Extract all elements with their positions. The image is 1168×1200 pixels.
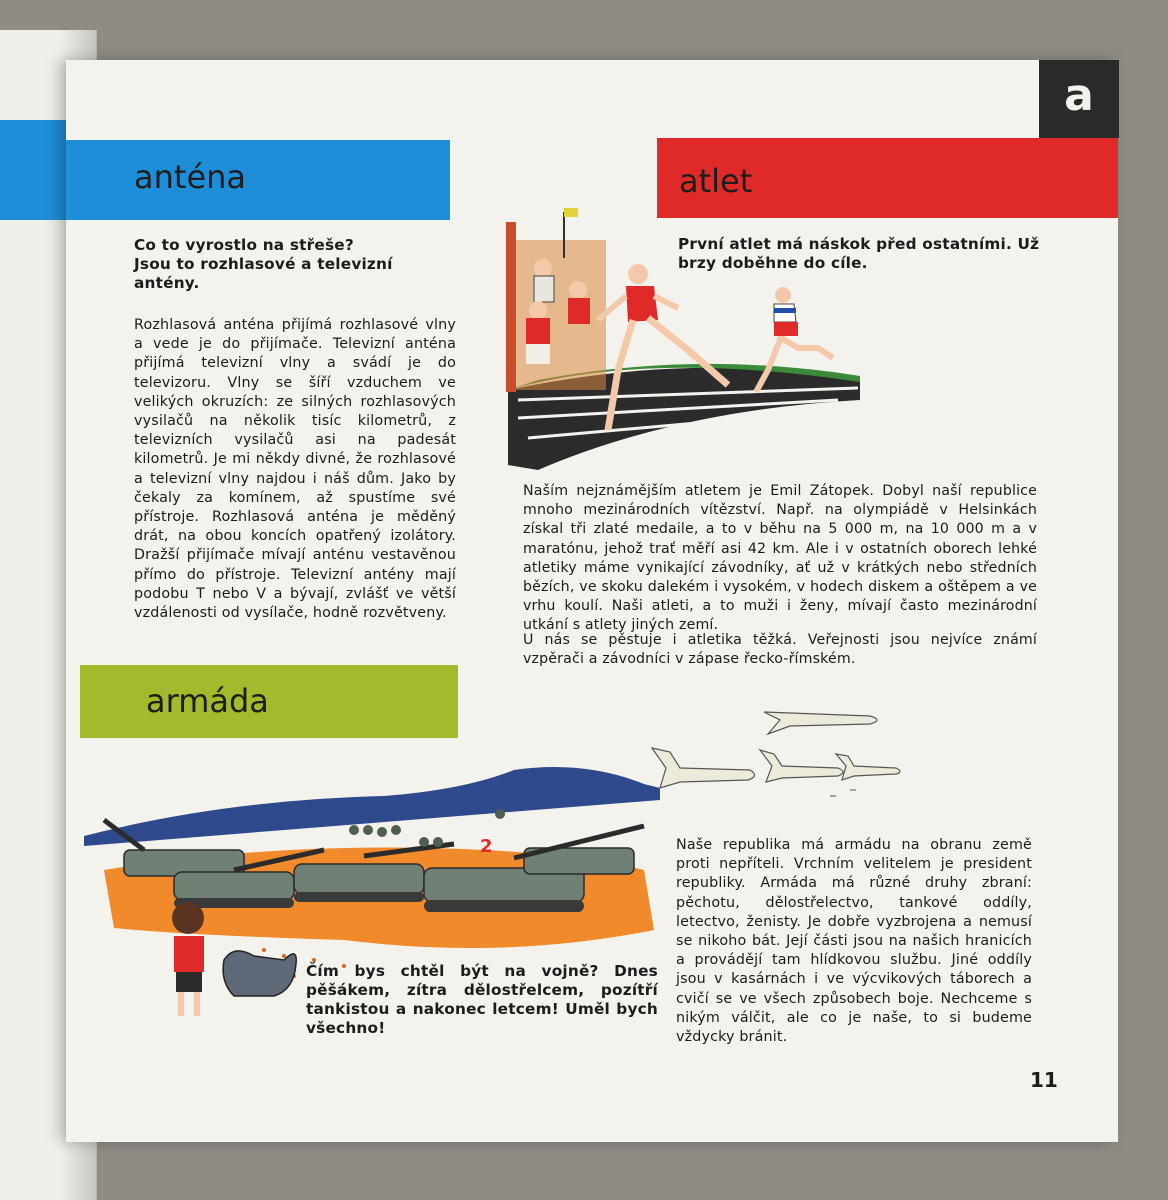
atlet-body-2: U nás se pěstuje i atletika těžká. Veřejnosti jsou nejvíce známí vzpěrači a závodníci v zápase řecko-římském.	[523, 632, 1037, 668]
athletes-running-icon	[498, 200, 870, 480]
antena-heading-bar	[66, 140, 450, 220]
atlet-body-1: Naším nejznámějším atletem je Emil Zátopek. Dobyl naší republice mnoho mezinárodních vítězství. Např. na olympiádě v Helsinkách získal tři zlaté medaile, a to v běhu na 5 000 m, na 10 000 m a v maratónu, jehož trať měří asi 42 km. Ale i v ostatních oborech lehké atletiky máme vynikající závodníky, ať už v krátkých nebo středních bězích, ve skoku dalekém i vysokém, v hodech diskem a oštěpem a ve vrhu koulí. Naši atleti, a to muži i ženy, mívají často mezinárodní utkání s atlety jiných zemí.	[523, 483, 1037, 634]
letter-tab	[1039, 60, 1119, 138]
atlet-question: První atlet má náskok před ostatními. Už brzy doběhne do cíle.	[678, 235, 1040, 272]
antena-question: Co to vyrostlo na střeše? Jsou to rozhlasové a televizní antény.	[134, 236, 393, 292]
antena-body: Rozhlasová anténa přijímá rozhlasové vlny a vede je do přijímače. Televizní anténa přijímá televizní vlny a svádí je do televizoru. Vlny se šíří vzduchem ve velikých okruzích: ze silných rozhlasových vysilačů na několik tisíc kilometrů, z televizních vysilačů asi na padesát kilometrů. Je mi někdy divné, že rozhlasové a televizní vlny najdou i náš dům. Jako by čekaly za komínem, až spustíme své přístroje. Rozhlasová anténa je měděný drát, na obou koncích opatřený izolátory. Dražší přijímače mívají anténu vestavěnou přímo do přístroje. Televizní antény mají podobu T nebo V a bývají, zvlášť ve větší vzdálenosti od vysílače, hodně rozvětveny.	[134, 317, 456, 622]
atlet-heading: atlet	[679, 162, 753, 200]
antena-heading: anténa	[134, 158, 247, 196]
armada-question: Čím bys chtěl být na vojně? Dnes pěšákem, zítra dělostřelcem, pozítří tankistou a nakonec letcem! Uměl bych všechno!	[306, 962, 658, 1037]
armada-heading-bar	[80, 665, 458, 738]
letter-tab-label: a	[1064, 70, 1094, 121]
armada-body: Naše republika má armádu na obranu země proti nepříteli. Vrchním velitelem je president republiky. Armáda má různé druhy zbraní: pěchotu, dělostřelectvo, tankové oddíly, letectvo, ženisty. Je dobře vyzbrojena a nemusí se nikoho bát. Její části jsou na našich hranicích a provádějí tam hlídkovou službu. Jiné oddíly jsou v kasárnách i ve výcvikových táborech a cvičí se ve všech způsobech boje. Nechceme s nikým válčit, ale co je naše, to si budeme vždycky bránit.	[676, 837, 1032, 1046]
jet-planes-icon	[640, 690, 910, 810]
page-number: 11	[1030, 1068, 1058, 1092]
armada-heading: armáda	[146, 682, 269, 720]
svg-text:2: 2	[480, 836, 493, 857]
